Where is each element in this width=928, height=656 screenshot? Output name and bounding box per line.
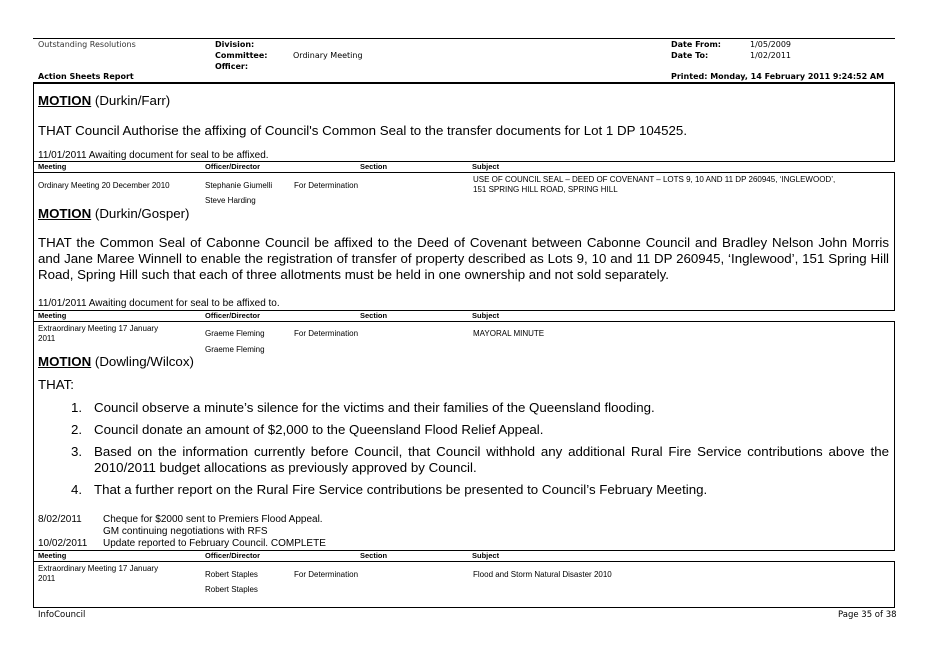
action-note-date: 10/02/2011 — [38, 538, 88, 549]
officer-cell: Graeme Fleming — [205, 329, 265, 338]
subject-cell: Flood and Storm Natural Disaster 2010 — [473, 570, 612, 579]
report-title: Action Sheets Report — [38, 72, 134, 81]
col-meeting: Meeting — [38, 311, 67, 320]
meeting-cell: Extraordinary Meeting 17 January — [38, 324, 159, 333]
meeting-cell: 2011 — [38, 574, 56, 583]
motion-text: THAT the Common Seal of Cabonne Council be affixed to the Deed of Covenant between Cabonne Council and Bradley Nelson John Morris and Jane Maree Winnell to enable the registration of transfer of property described as Lots 9, 10 and 11 DP 260945, ‘Inglewood’, 151 Spring Hill Road, Spring Hill such that each of three allotments must be held in one ownership and not sold separately. — [38, 235, 889, 282]
that-heading: THAT: — [38, 377, 74, 392]
col-meeting: Meeting — [38, 551, 67, 560]
division-label: Division: — [215, 40, 255, 49]
officer-cell: Stephanie Giumelli — [205, 181, 273, 190]
table-header-row — [34, 551, 895, 561]
col-subject: Subject — [472, 162, 500, 171]
meeting-cell: Extraordinary Meeting 17 January — [38, 564, 159, 573]
date-to-value: 1/02/2011 — [750, 51, 792, 60]
motion-label: MOTION — [38, 206, 92, 221]
list-number: 4. — [71, 482, 83, 497]
motion-movers: (Durkin/Farr) — [94, 93, 171, 108]
list-number: 1. — [71, 400, 83, 415]
page-number: Page 35 of 38 — [838, 610, 897, 620]
motion-heading — [38, 93, 170, 108]
motion-label: MOTION — [38, 93, 92, 108]
table-rule — [33, 561, 895, 562]
subject-cell: 151 SPRING HILL ROAD, SPRING HILL — [473, 185, 618, 194]
list-item: Council observe a minute’s silence for the victims and their families of the Queensland flooding. — [94, 400, 655, 415]
date-from-value: 1/05/2009 — [750, 40, 792, 49]
section-cell: For Determination — [294, 329, 359, 338]
list-item: That a further report on the Rural Fire Service contributions be presented to Council’s February Meeting. — [94, 482, 708, 497]
col-section: Section — [360, 551, 388, 560]
footer-rule — [33, 607, 895, 608]
header-bottom-rule — [33, 82, 895, 84]
printed-value: Monday, 14 February 2011 9:24:52 AM — [710, 72, 885, 81]
motion-heading — [38, 206, 189, 221]
table-rule — [33, 321, 895, 322]
section-cell: For Determination — [294, 570, 359, 579]
action-note: 11/01/2011 Awaiting document for seal to be affixed to. — [38, 298, 280, 309]
footer-left: InfoCouncil — [38, 610, 86, 620]
header-top-rule — [33, 38, 895, 39]
list-item: Council donate an amount of $2,000 to the Queensland Flood Relief Appeal. — [94, 422, 544, 437]
col-officer: Officer/Director — [205, 551, 261, 560]
action-note-date: 8/02/2011 — [38, 514, 82, 525]
officer-cell: Graeme Fleming — [205, 345, 265, 354]
list-item: Based on the information currently before Council, that Council withhold any additional Rural Fire Service contributions above the 2010/2011 budget allocations as previously approved by Council. — [94, 444, 889, 475]
action-note: 11/01/2011 Awaiting document for seal to be affixed. — [38, 150, 269, 161]
table-header-row — [34, 311, 895, 321]
motion-heading — [38, 354, 194, 369]
col-officer: Officer/Director — [205, 162, 261, 171]
action-note: GM continuing negotiations with RFS — [103, 526, 268, 537]
col-officer: Officer/Director — [205, 311, 261, 320]
officer-label: Officer: — [215, 62, 249, 71]
committee-value: Ordinary Meeting — [293, 51, 363, 60]
motion-label: MOTION — [38, 354, 92, 369]
col-section: Section — [360, 162, 388, 171]
subject-cell: USE OF COUNCIL SEAL – DEED OF COVENANT – LOTS 9, 10 AND 11 DP 260945, ‘INGLEWOOD’, — [473, 175, 836, 184]
col-meeting: Meeting — [38, 162, 67, 171]
date-from-label: Date From: — [671, 40, 722, 49]
list-number: 3. — [71, 444, 83, 459]
printed-label: Printed: — [671, 72, 708, 81]
list-number: 2. — [71, 422, 83, 437]
col-subject: Subject — [472, 551, 500, 560]
motion-movers: (Durkin/Gosper) — [94, 206, 190, 221]
officer-cell: Robert Staples — [205, 585, 258, 594]
committee-label: Committee: — [215, 51, 268, 60]
report-type: Outstanding Resolutions — [38, 40, 136, 49]
table-header-row — [34, 162, 895, 172]
date-to-label: Date To: — [671, 51, 709, 60]
motion-movers: (Dowling/Wilcox) — [94, 354, 194, 369]
action-note: Cheque for $2000 sent to Premiers Flood Appeal. — [103, 514, 323, 525]
officer-cell: Robert Staples — [205, 570, 258, 579]
table-rule — [33, 172, 895, 173]
section-cell: For Determination — [294, 181, 359, 190]
meeting-cell: 2011 — [38, 334, 56, 343]
motion-text: THAT Council Authorise the affixing of Council's Common Seal to the transfer documents for Lot 1 DP 104525. — [38, 123, 688, 138]
printed-timestamp — [671, 72, 884, 81]
subject-cell: MAYORAL MINUTE — [473, 329, 545, 338]
action-note: Update reported to February Council. COMPLETE — [103, 538, 326, 549]
col-section: Section — [360, 311, 388, 320]
col-subject: Subject — [472, 311, 500, 320]
officer-cell: Steve Harding — [205, 196, 256, 205]
meeting-cell: Ordinary Meeting 20 December 2010 — [38, 181, 170, 190]
